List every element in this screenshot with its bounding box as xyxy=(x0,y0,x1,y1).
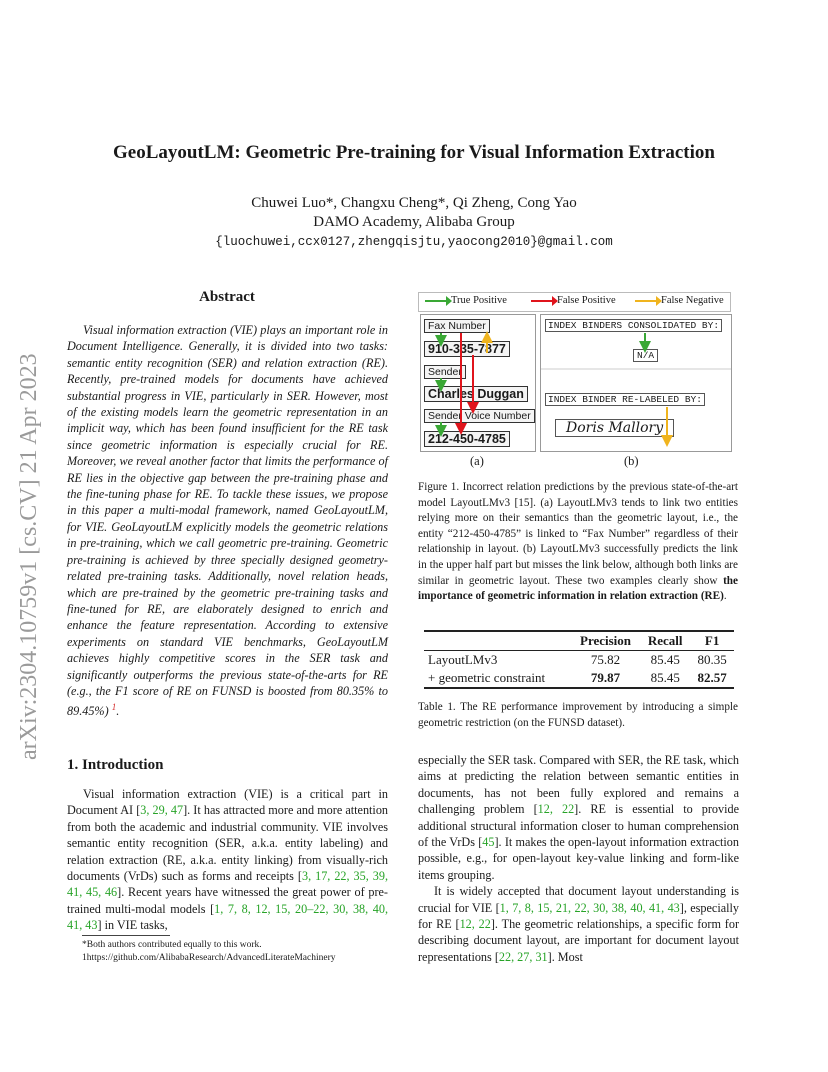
figure-sublabel-b: (b) xyxy=(624,454,639,468)
footnote-divider xyxy=(82,935,170,936)
paragraph: It is widely accepted that document layout understanding is crucial for VIE [1, 7, 8, 15, 21, 22, 30, 38, 40, 41, 43], especially for RE [12, 22]. The geometric relationships, a specific form for describing document layout, are important for document layout representations [22, 27, 31]. Most xyxy=(418,884,740,964)
paper-title: GeoLayoutLM: Geometric Pre-training for Visual Information Extraction xyxy=(113,142,715,163)
footnote-ref[interactable]: 1 xyxy=(111,702,117,713)
citation-link[interactable]: 12, 22 xyxy=(459,917,491,932)
col-precision: Precision xyxy=(580,633,632,648)
form-field-voice-number: Sender Voice Number xyxy=(424,409,535,423)
intro-heading: 1. Introduction xyxy=(67,757,164,773)
form-field-sender-value: Charles Duggan xyxy=(424,386,528,402)
legend-false-negative: False Negative xyxy=(635,295,724,306)
affiliation: DAMO Academy, Alibaba Group xyxy=(313,214,515,230)
authors: Chuwei Luo*, Changxu Cheng*, Qi Zheng, Cong Yao xyxy=(251,195,577,211)
re-performance-table xyxy=(424,630,734,689)
legend-false-positive: False Positive xyxy=(531,295,616,306)
footnote-2[interactable]: 1https://github.com/AlibabaResearch/AdvancedLiterateMachinery xyxy=(82,953,336,963)
citation-link[interactable]: 3, 17, 22, 35, 39, 41, 45, 46 xyxy=(67,869,388,900)
na-value: N/A xyxy=(633,349,658,362)
table-header-row xyxy=(424,631,734,651)
panel-b-arrows xyxy=(541,315,731,451)
citation-link[interactable]: 22, 27, 31 xyxy=(498,949,548,964)
green-arrow-icon xyxy=(425,300,447,302)
form-field-fax-value: 910-335-7877 xyxy=(424,341,510,357)
table-1-caption: Table 1. The RE performance improvement by introducing a simple geometric restriction (on the FUNSD dataset). xyxy=(418,701,738,729)
figure-panel-b xyxy=(540,314,732,452)
red-arrow-icon xyxy=(531,300,553,302)
right-column-body xyxy=(418,752,739,965)
citation-link[interactable]: 12, 22 xyxy=(537,802,575,817)
form-field-sender: Sender xyxy=(424,365,466,379)
intro-text-c: ]. Recent years have witnessed the great power of pre-trained multi-modal models [ xyxy=(67,885,388,916)
intro-body xyxy=(67,786,388,934)
paragraph: especially the SER task. Compared with SER, the RE task, which aims at predicting the relation between semantic entities in documents, has not been fully explored and remains a challenging problem [12, 22]. RE is essential to provide additional structural information closer to human comprehension of the VrDs [45]. It makes the open-layout information extraction possible, e.g., for open-layout key-value linking and form-like items grouping. xyxy=(418,753,740,882)
footnote-1: *Both authors contributed equally to this work. xyxy=(82,940,262,950)
citation-link[interactable]: 45 xyxy=(482,835,495,850)
citation-link[interactable]: 1, 7, 8, 15, 21, 22, 30, 38, 40, 41, 43 xyxy=(499,900,680,915)
index-binders-consolidated-label: INDEX BINDERS CONSOLIDATED BY: xyxy=(545,319,722,332)
signature-value: Doris Mallory xyxy=(555,419,674,437)
legend-true-positive: True Positive xyxy=(425,295,507,306)
figure-panel-a xyxy=(420,314,536,452)
table-row: LayoutLMv3 75.82 85.45 80.35 xyxy=(428,652,727,667)
form-field-voice-value: 212-450-4785 xyxy=(424,431,510,447)
figure-sublabel-a: (a) xyxy=(470,454,484,468)
intro-text-d: ] in VIE tasks, xyxy=(97,918,168,933)
abstract-heading: Abstract xyxy=(199,289,255,305)
table-row: + geometric constraint 79.87 85.45 82.57 xyxy=(424,669,734,688)
col-f1: F1 xyxy=(704,633,720,648)
author-emails: {luochuwei,ccx0127,zhengqisjtu,yaocong2010}@gmail.com xyxy=(215,235,613,249)
caption-emphasis: the importance of geometric information in relation extraction (RE) xyxy=(418,574,738,603)
abstract-body: Visual information extraction (VIE) plays an important role in Document Intelligence. Generally, it is divided into two tasks: semantic entity recognition (SER) and relation extraction (RE). Recently, pre-trained models for documents have achieved substantial progress in VIE, particularly in SER. However, most of the existing models learn the geometric representation in an implicit way, which has been found insufficient for the RE task since geometric information is especially crucial for RE. Moreover, we reveal another factor that limits the performance of RE lies in the objective gap between the pre-training phase and the fine-tuning phase for RE. To tackle these issues, we propose in this paper a multi-modal framework, named GeoLayoutLM, for VIE. GeoLayoutLM explicitly models the geometric relations in pre-training, which we call geometric pre-training. Geometric pre-training is achieved by three specially designed geometry-related pre-training tasks. Additionally, novel relation heads, which are pre-trained by the geometric pre-training tasks and fine-tuned for RE, are elaborately designed to enrich and enhance the feature representation. According to extensive experiments on standard VIE benchmarks, GeoLayoutLM achieves highly competitive scores in the SER task and significantly outperforms the previous state-of-the-arts for RE (e.g., the F1 score of RE on FUNSD is boosted from 80.35% to 89.45%) $^1$. xyxy=(67,323,388,719)
abstract-text: Visual information extraction (VIE) plays an important role in Document Intelligence. Generally, it is divided into two tasks: semantic entity recognition (SER) and relation extraction (RE). Recently, pre-trained models for documents have achieved substantial progress in VIE, particularly in SER. However, most of the existing models learn the geometric representation in an implicit way, which has been found insufficient for the RE task since geometric information is especially crucial for RE. Moreover, we reveal another factor that limits the performance of RE lies in the objective gap between the pre-training phase and the fine-tuning phase for RE. To tackle these issues, we propose in this paper a multi-modal framework, named GeoLayoutLM, for VIE. GeoLayoutLM explicitly models the geometric relations in pre-training, which we call geometric pre-training. Geometric pre-training is achieved by three specially designed geometry-related pre-training tasks. Additionally, novel relation heads, which are pre-trained by the geometric pre-training tasks and fine-tuned for RE, are elaborately designed to enrich and enhance the feature representation. According to extensive experiments on standard VIE benchmarks, GeoLayoutLM achieves highly competitive scores in the SER task and significantly outperforms the previous state-of-the-arts for RE (e.g., the F1 score of RE on FUNSD is boosted from 80.35% to 89.45%) xyxy=(67,323,388,719)
citation-link[interactable]: 3, 29, 47 xyxy=(140,803,184,818)
form-field-fax-number: Fax Number xyxy=(424,319,490,333)
orange-arrow-icon xyxy=(635,300,657,302)
index-binder-relabeled-label: INDEX BINDER RE-LABELED BY: xyxy=(545,393,705,406)
panel-a-arrows xyxy=(421,315,535,451)
figure-1-caption: Figure 1. Incorrect relation predictions by the previous state-of-the-art model LayoutLMv3 [15]. (a) LayoutLMv3 tends to link two entities relying more on their semantics than the geometric layout, i.e., the entity “212-450-4785” is linked to “Fax Number” regardless of their relationship in layout. (b) LayoutLMv3 successfully predicts the link in the upper half part but misses the link below, although both links are similar in geometric layout. These two examples clearly show the importance of geometric information in relation extraction (RE). xyxy=(418,481,738,603)
arxiv-side-label: arXiv:2304.10759v1 [cs.CV] 21 Apr 2023 xyxy=(16,353,42,760)
intro-text-a: Visual information extraction (VIE) is a critical part in Document AI [ xyxy=(67,787,388,818)
intro-text-b: ]. It has attracted more and more attention from both the academic and industrial community. VIE involves semantic entity recognition (SER, a.k.a. entity labeling) and relation extraction (RE, a.k.a. entity linking) from visually-rich documents (VrDs) such as forms and receipts [ xyxy=(67,803,389,884)
figure-legend xyxy=(418,292,731,312)
col-recall: Recall xyxy=(647,633,683,648)
citation-link[interactable]: 1, 7, 8, 12, 15, 20–22, 30, 38, 40, 41, 43 xyxy=(67,901,388,933)
